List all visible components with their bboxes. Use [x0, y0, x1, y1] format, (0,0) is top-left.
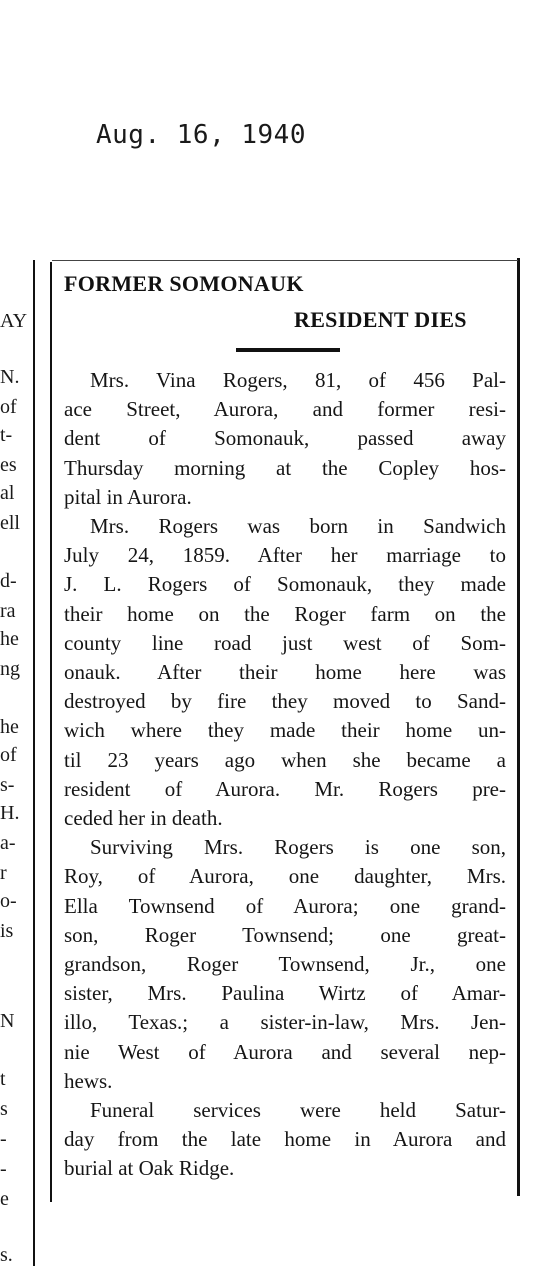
fragment: d- — [0, 570, 17, 592]
article-line: Funeral services were held Satur- — [90, 1098, 506, 1123]
article-line: sister, Mrs. Paulina Wirtz of Amar- — [64, 981, 506, 1006]
fragment: of — [0, 396, 17, 418]
article-line: ace Street, Aurora, and former resi- — [64, 397, 506, 422]
article-line: day from the late home in Aurora and — [64, 1127, 506, 1152]
fragment: a- — [0, 832, 16, 854]
fragment: t- — [0, 424, 13, 446]
fragment: s- — [0, 774, 15, 796]
fragment: e — [0, 1188, 9, 1210]
article-line: illo, Texas.; a sister-in-law, Mrs. Jen- — [64, 1010, 506, 1035]
fragment: - — [0, 1158, 7, 1180]
fragment: - — [0, 1128, 7, 1150]
fragment: of — [0, 744, 17, 766]
article-line: til 23 years ago when she became a — [64, 747, 506, 772]
fragment: es — [0, 454, 17, 476]
article-line: wich where they made their home un- — [64, 718, 506, 743]
fragment: ng — [0, 658, 20, 680]
fragment: is — [0, 920, 14, 942]
fragment: he — [0, 716, 19, 738]
article-top-rule — [52, 260, 518, 261]
headline-line-1: FORMER SOMONAUK — [64, 271, 304, 296]
article-line: Ella Townsend of Aurora; one grand- — [64, 893, 506, 918]
article-line: Surviving Mrs. Rogers is one son, — [90, 835, 506, 860]
article-line: Thursday morning at the Copley hos- — [64, 455, 506, 480]
article-line: son, Roger Townsend; one great- — [64, 922, 506, 947]
fragment: ra — [0, 600, 16, 622]
fragment: t — [0, 1068, 6, 1090]
article-line: Mrs. Rogers was born in Sandwich — [90, 514, 506, 539]
fragment: N — [0, 1010, 15, 1032]
headline-line-2: RESIDENT DIES — [294, 307, 467, 332]
article-line: county line road just west of Som- — [64, 630, 506, 655]
article-line: burial at Oak Ridge. — [64, 1156, 235, 1181]
article-body — [64, 366, 506, 1184]
fragment: al — [0, 482, 15, 504]
fragment: s. — [0, 1244, 13, 1266]
article-line: ceded her in death. — [64, 806, 223, 831]
adjacent-column-fragments — [0, 0, 30, 1266]
article-line: hews. — [64, 1068, 113, 1093]
article-line: nie West of Aurora and several nep- — [64, 1039, 506, 1064]
article-line: pital in Aurora. — [64, 484, 192, 509]
fragment: o- — [0, 890, 17, 912]
article-line: Roy, of Aurora, one daughter, Mrs. — [64, 864, 506, 889]
article-line: their home on the Roger farm on the — [64, 601, 506, 626]
fragment: H. — [0, 802, 20, 824]
column-rule-right — [517, 258, 520, 1196]
column-rule-left-outer — [33, 260, 35, 1266]
article-line: destroyed by fire they moved to Sand- — [64, 689, 506, 714]
clipping-date: Aug. 16, 1940 — [96, 120, 306, 150]
column-rule-left-inner — [50, 262, 52, 1202]
article-line: grandson, Roger Townsend, Jr., one — [64, 952, 506, 977]
fragment: r — [0, 862, 7, 884]
article-line: J. L. Rogers of Somonauk, they made — [64, 572, 506, 597]
fragment: s — [0, 1098, 8, 1120]
fragment: ell — [0, 512, 20, 534]
fragment: N. — [0, 366, 20, 388]
fragment: AY — [0, 310, 28, 332]
headline-divider — [236, 348, 340, 352]
article-line: dent of Somonauk, passed away — [64, 426, 506, 451]
article-line: onauk. After their home here was — [64, 660, 506, 685]
article-line: July 24, 1859. After her marriage to — [64, 543, 506, 568]
fragment: he — [0, 628, 19, 650]
article-line: Mrs. Vina Rogers, 81, of 456 Pal- — [90, 368, 506, 392]
article-line: resident of Aurora. Mr. Rogers pre- — [64, 776, 506, 801]
